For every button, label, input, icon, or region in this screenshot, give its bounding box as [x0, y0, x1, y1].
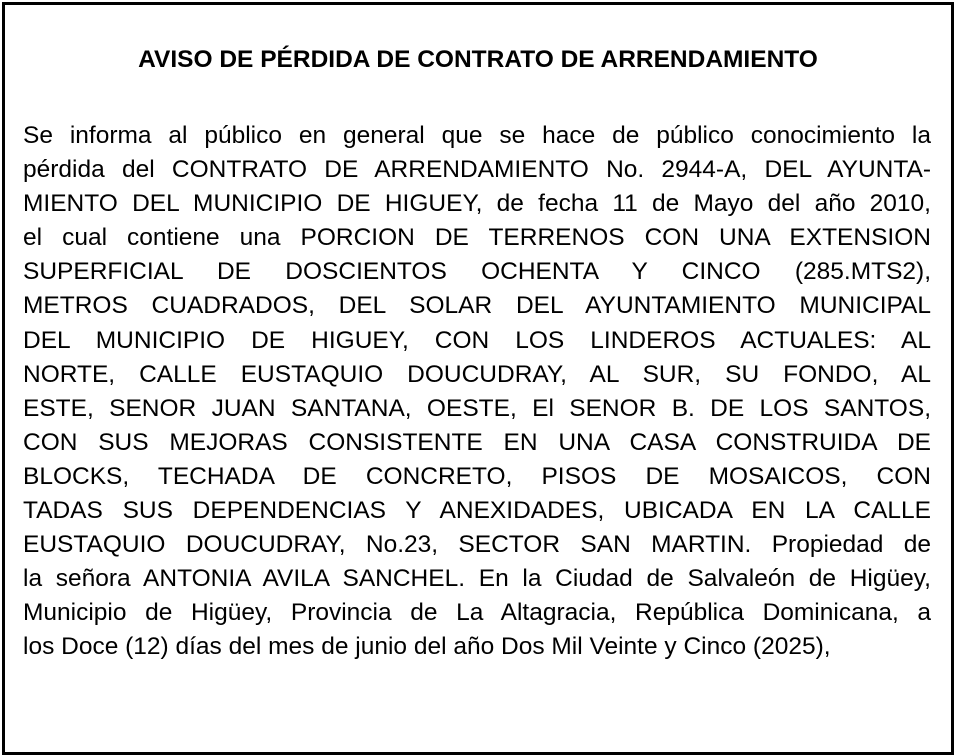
body-line: pérdida del CONTRATO DE ARRENDAMIENTO No. 2944-A, DEL AYUNTA- [23, 156, 931, 184]
body-line: EUSTAQUIO DOUCUDRAY, No.23, SECTOR SAN MARTIN. Propiedad de [23, 531, 931, 559]
body-line: el cual contiene una PORCION DE TERRENOS CON UNA EXTENSION [23, 224, 931, 252]
body-line: ESTE, SENOR JUAN SANTANA, OESTE, El SENOR B. DE LOS SANTOS, [23, 394, 931, 422]
notice-body [23, 119, 931, 665]
body-line: METROS CUADRADOS, DEL SOLAR DEL AYUNTAMIENTO MUNICIPAL [23, 292, 931, 320]
notice-title: AVISO DE PÉRDIDA DE CONTRATO DE ARRENDAMIENTO [138, 46, 818, 73]
body-line: NORTE, CALLE EUSTAQUIO DOUCUDRAY, AL SUR, SU FONDO, AL [23, 360, 931, 388]
body-line: Municipio de Higüey, Provincia de La Altagracia, República Dominicana, a [23, 599, 931, 627]
body-line: BLOCKS, TECHADA DE CONCRETO, PISOS DE MOSAICOS, CON [23, 462, 931, 490]
body-line: MIENTO DEL MUNICIPIO DE HIGUEY, de fecha 11 de Mayo del año 2010, [23, 190, 931, 218]
body-line: SUPERFICIAL DE DOSCIENTOS OCHENTA Y CINCO (285.MTS2), [23, 258, 931, 286]
body-line: la señora ANTONIA AVILA SANCHEL. En la Ciudad de Salvaleón de Higüey, [23, 565, 931, 593]
body-line: CON SUS MEJORAS CONSISTENTE EN UNA CASA CONSTRUIDA DE [23, 428, 931, 456]
body-line-last: los Doce (12) días del mes de junio del año Dos Mil Veinte y Cinco (2025), [23, 633, 831, 661]
body-line: Se informa al público en general que se hace de público conocimiento la [23, 122, 931, 149]
body-line: DEL MUNICIPIO DE HIGUEY, CON LOS LINDEROS ACTUALES: AL [23, 326, 931, 354]
body-line: TADAS SUS DEPENDENCIAS Y ANEXIDADES, UBICADA EN LA CALLE [23, 497, 931, 525]
notice-frame [2, 2, 954, 755]
